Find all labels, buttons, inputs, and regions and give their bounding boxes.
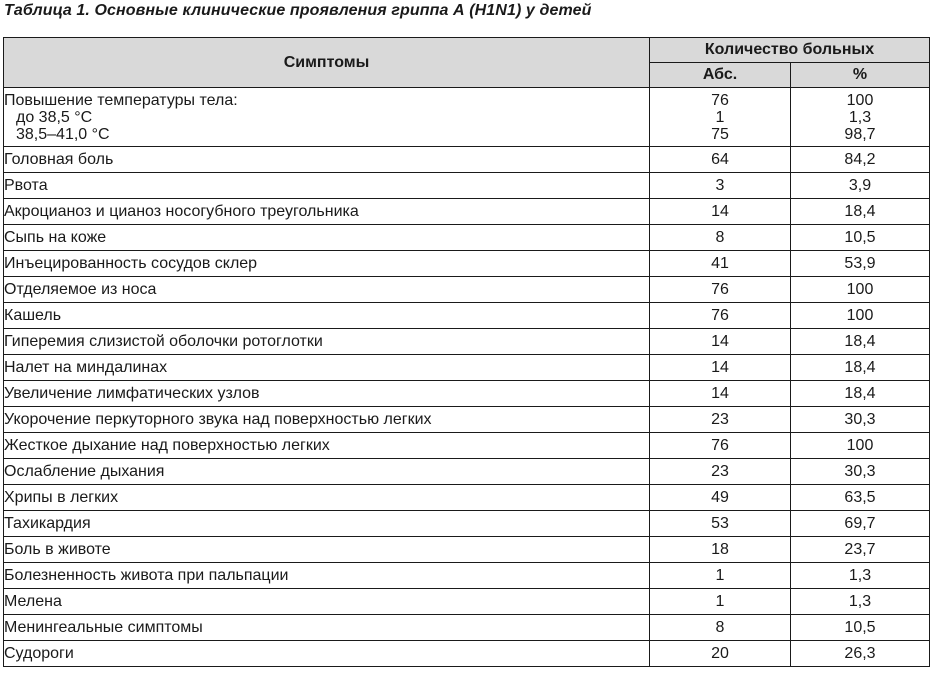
row-pct: 18,4 (791, 199, 930, 225)
row-pct: 69,7 (791, 511, 930, 537)
row-abs: 76 (650, 277, 791, 303)
row-pct (791, 88, 930, 147)
table-row (4, 511, 930, 537)
symptoms-table (3, 37, 930, 667)
row-name: Тахикардия (4, 511, 650, 537)
row-name: Судороги (4, 641, 650, 667)
table-row (4, 563, 930, 589)
row-abs: 41 (650, 251, 791, 277)
row-pct: 3,9 (791, 173, 930, 199)
row-abs: 49 (650, 485, 791, 511)
row-name: Болезненность живота при пальпации (4, 563, 650, 589)
row-name: Инъецированность сосудов склер (4, 251, 650, 277)
row-name: Мелена (4, 589, 650, 615)
row-abs: 23 (650, 407, 791, 433)
row-name: Хрипы в легких (4, 485, 650, 511)
row-abs: 3 (650, 173, 791, 199)
row-abs: 14 (650, 381, 791, 407)
row-pct: 100 (791, 303, 930, 329)
row-abs: 76 (650, 303, 791, 329)
row-pct: 18,4 (791, 381, 930, 407)
row-pct: 1,3 (791, 589, 930, 615)
temperature-sub-1-pct: 1,3 (848, 108, 872, 126)
row-abs: 8 (650, 225, 791, 251)
table-row (4, 641, 930, 667)
table-row (4, 173, 930, 199)
row-pct: 10,5 (791, 615, 930, 641)
row-pct: 26,3 (791, 641, 930, 667)
table-caption: Таблица 1. Основные клинические проявления гриппа А (Н1N1) у детей (4, 2, 592, 19)
temperature-sub-1-abs: 1 (715, 108, 725, 126)
row-abs: 53 (650, 511, 791, 537)
temperature-sub-2-label: 38,5–41,0 °С (16, 125, 110, 143)
table-row (4, 329, 930, 355)
temperature-label: Повышение температуры тела: (4, 91, 238, 109)
table-row (4, 589, 930, 615)
row-name: Укорочение перкуторного звука над поверхностью легких (4, 407, 650, 433)
row-abs: 14 (650, 355, 791, 381)
row-abs: 76 (650, 433, 791, 459)
row-name: Кашель (4, 303, 650, 329)
row-abs: 1 (650, 589, 791, 615)
row-pct: 18,4 (791, 329, 930, 355)
table-row (4, 277, 930, 303)
table-row (4, 537, 930, 563)
row-name (4, 88, 650, 147)
table-row (4, 199, 930, 225)
table-row (4, 303, 930, 329)
row-pct: 84,2 (791, 147, 930, 173)
row-name: Рвота (4, 173, 650, 199)
row-abs: 14 (650, 199, 791, 225)
table-row (4, 147, 930, 173)
row-abs: 23 (650, 459, 791, 485)
row-abs: 8 (650, 615, 791, 641)
table-row (4, 381, 930, 407)
row-pct: 23,7 (791, 537, 930, 563)
row-abs (650, 88, 791, 147)
row-pct: 18,4 (791, 355, 930, 381)
row-pct: 63,5 (791, 485, 930, 511)
row-name: Ослабление дыхания (4, 459, 650, 485)
row-name: Сыпь на коже (4, 225, 650, 251)
row-name: Акроцианоз и цианоз носогубного треугольника (4, 199, 650, 225)
row-pct: 30,3 (791, 459, 930, 485)
table-row (4, 251, 930, 277)
table-row (4, 433, 930, 459)
row-abs: 64 (650, 147, 791, 173)
row-name: Менингеальные симптомы (4, 615, 650, 641)
row-name: Головная боль (4, 147, 650, 173)
table-row (4, 485, 930, 511)
table-row-temperature (4, 88, 930, 147)
header-symptoms: Симптомы (4, 38, 650, 88)
temperature-sub-2-pct: 98,7 (844, 125, 876, 143)
table-row (4, 225, 930, 251)
table-row (4, 355, 930, 381)
header-percent: % (791, 63, 930, 88)
row-pct: 53,9 (791, 251, 930, 277)
row-abs: 1 (650, 563, 791, 589)
row-name: Боль в животе (4, 537, 650, 563)
row-abs: 20 (650, 641, 791, 667)
temperature-sub-2-abs: 75 (711, 125, 729, 143)
table-row (4, 459, 930, 485)
row-name: Жесткое дыхание над поверхностью легких (4, 433, 650, 459)
row-pct: 30,3 (791, 407, 930, 433)
row-name: Налет на миндалинах (4, 355, 650, 381)
row-pct: 1,3 (791, 563, 930, 589)
table-row (4, 615, 930, 641)
header-abs: Абс. (650, 63, 791, 88)
header-count-group: Количество больных (650, 38, 930, 63)
temperature-pct: 100 (846, 91, 874, 109)
row-abs: 14 (650, 329, 791, 355)
row-pct: 10,5 (791, 225, 930, 251)
row-name: Гиперемия слизистой оболочки ротоглотки (4, 329, 650, 355)
row-name: Отделяемое из носа (4, 277, 650, 303)
table-row (4, 407, 930, 433)
temperature-abs: 76 (711, 91, 729, 109)
temperature-sub-1-label: до 38,5 °С (16, 108, 93, 126)
row-name: Увеличение лимфатических узлов (4, 381, 650, 407)
row-pct: 100 (791, 433, 930, 459)
row-abs: 18 (650, 537, 791, 563)
row-pct: 100 (791, 277, 930, 303)
